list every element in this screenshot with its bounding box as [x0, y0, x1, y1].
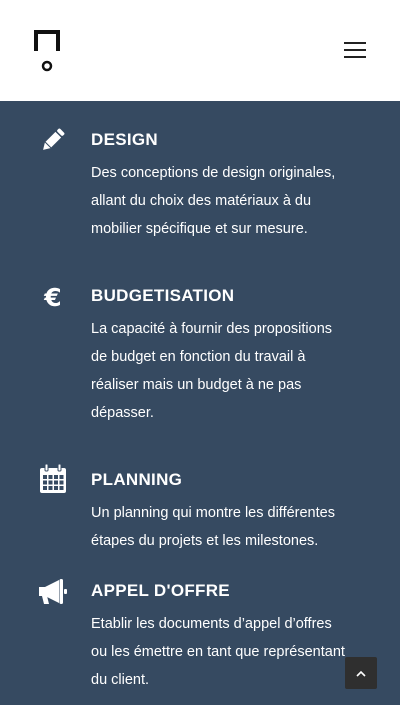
feature-description: [91, 610, 376, 694]
feature-title: BUDGETISATION: [91, 286, 235, 305]
feature-description: [91, 499, 376, 555]
description-line: mobilier spécifique et sur mesure.: [91, 221, 308, 237]
bracket-logo-icon: [33, 29, 61, 73]
description-line: ou les émettre en tant que représentant: [91, 644, 345, 660]
feature-title: PLANNING: [91, 470, 183, 489]
site-logo[interactable]: [33, 29, 61, 73]
euro-glyph: €: [44, 282, 62, 312]
feature-description: [91, 159, 376, 243]
calendar-icon: [38, 464, 68, 494]
description-line: dépasser.: [91, 405, 154, 421]
megaphone-icon: [38, 577, 68, 607]
description-line: du client.: [91, 672, 150, 688]
description-line: réaliser mais un budget à ne pas: [91, 377, 302, 393]
chevron-up-icon: [356, 670, 366, 677]
description-line: allant du choix des matériaux à du: [91, 193, 312, 209]
menu-bar: [344, 56, 366, 58]
description-line: étapes du projets et les milestones.: [91, 533, 319, 549]
euro-icon: [38, 282, 68, 312]
scroll-to-top-button[interactable]: [345, 657, 377, 689]
feature-title: APPEL D'OFFRE: [91, 581, 230, 600]
menu-bar: [344, 49, 366, 51]
feature-description: [91, 315, 376, 427]
services-section: [0, 101, 400, 705]
site-header: [0, 0, 400, 101]
description-line: La capacité à fournir des propositions: [91, 321, 333, 337]
feature-title: DESIGN: [91, 130, 158, 149]
description-line: de budget en fonction du travail à: [91, 349, 306, 365]
description-line: Des conceptions de design originales,: [91, 165, 336, 181]
pencil-icon: [38, 125, 68, 155]
menu-bar: [344, 42, 366, 44]
description-line: Un planning qui montre les différentes: [91, 505, 335, 521]
description-line: Etablir les documents d’appel d’offres: [91, 616, 332, 632]
hamburger-menu-icon[interactable]: [344, 42, 368, 60]
